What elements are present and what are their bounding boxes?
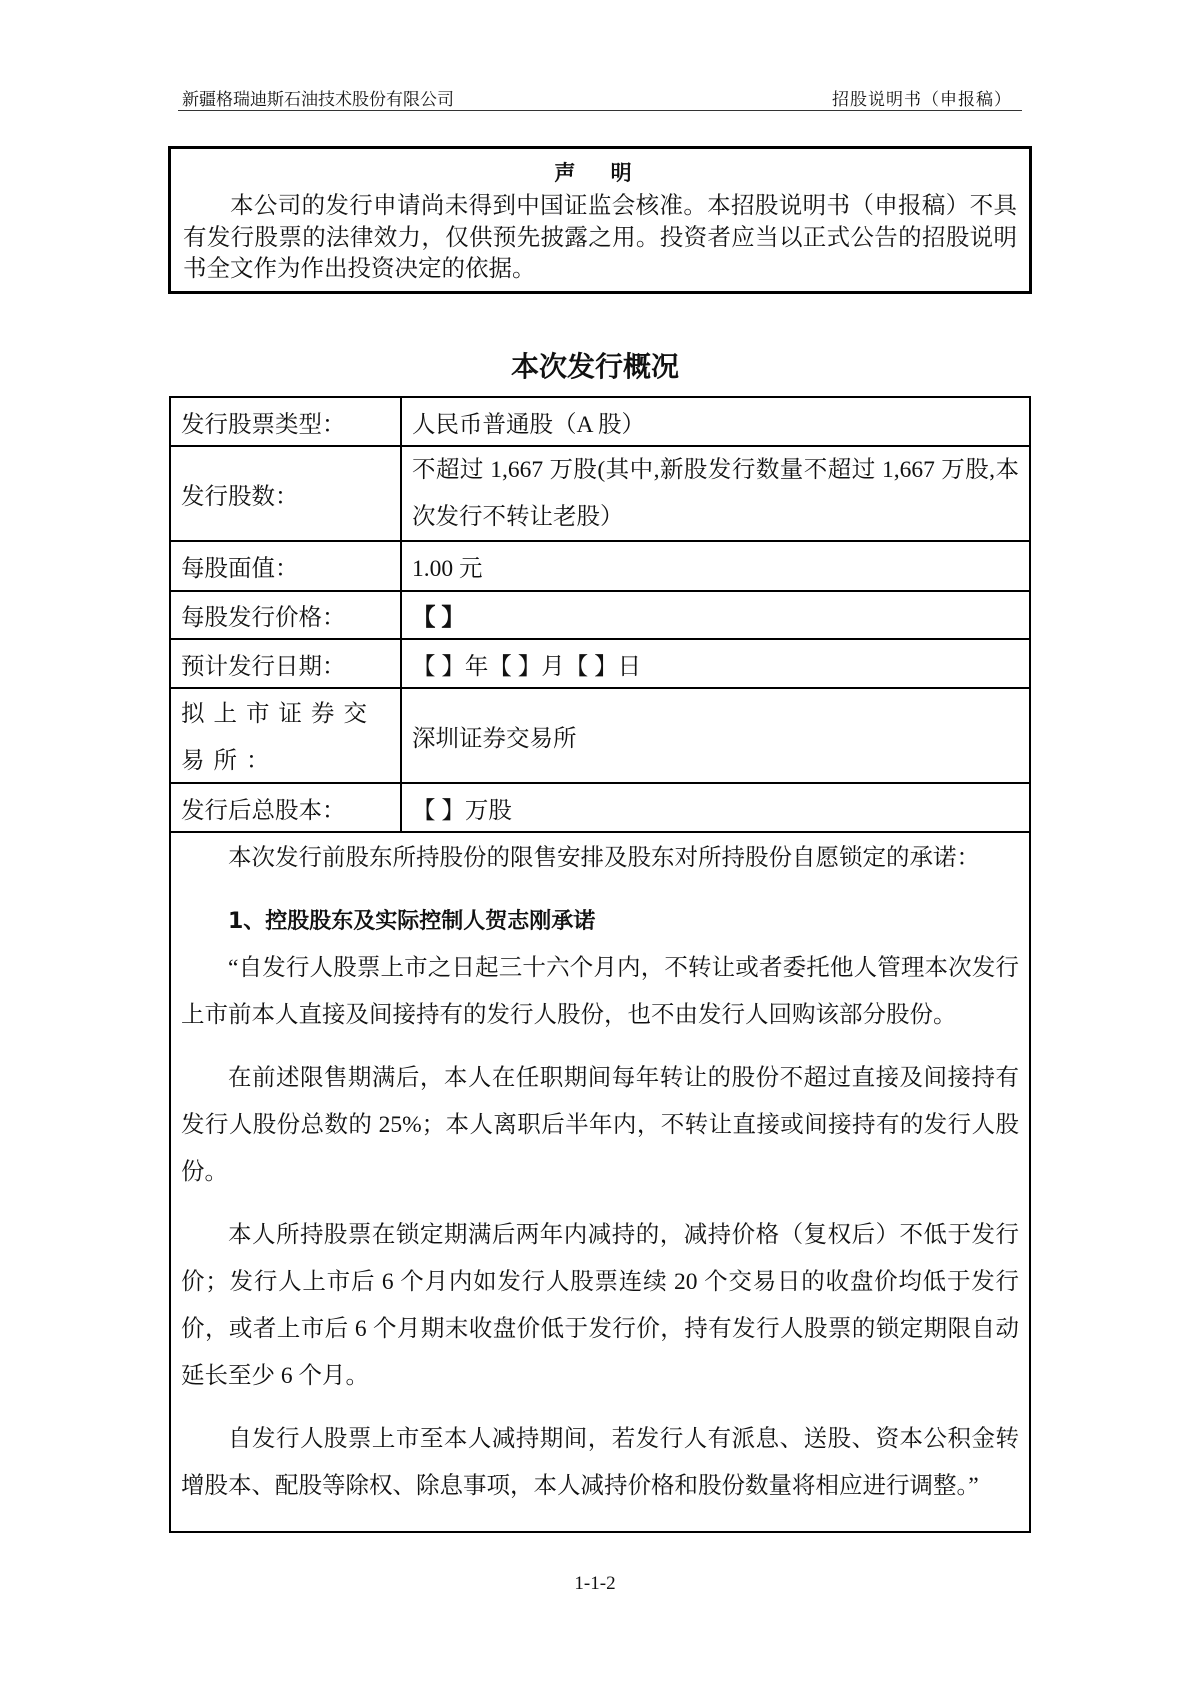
row-value: 不超过 1,667 万股(其中,新股发行数量不超过 1,667 万股,本次发行不转让老股） <box>412 456 1019 530</box>
lockup-paragraph: 在前述限售期满后，本人在任职期间每年转让的股份不超过直接及间接持有发行人股份总数的 25%；本人离职后半年内，不转让直接或间接持有的发行人股份。 <box>181 1065 1019 1185</box>
lockup-paragraph: 本人所持股票在锁定期满后两年内减持的，减持价格（复权后）不低于发行价；发行人上市后 6 个月内如发行人股票连续 20 个交易日的收盘价均低于发行价，或者上市后 6 个月期末收盘价低于发行价，持有发行人股票的锁定期限自动延长至少 6 个月。 <box>181 1222 1019 1389</box>
header-divider <box>178 110 1022 111</box>
row-value: 1.00 元 <box>412 556 483 582</box>
row-value: 【 】 <box>412 605 465 631</box>
section-title: 本次发行概况 <box>510 350 679 383</box>
row-value: 【 】万股 <box>412 797 512 824</box>
declaration-box <box>168 146 1032 294</box>
row-label: 发行股票类型： <box>171 398 402 445</box>
lockup-commitment-cell <box>171 833 1029 1531</box>
header-doc-type: 招股说明书（申报稿） <box>832 90 1012 109</box>
lockup-intro: 本次发行前股东所持股份的限售安排及股东对所持股份自愿锁定的承诺： <box>228 845 980 871</box>
table-row <box>171 784 1029 833</box>
table-row <box>171 592 1029 640</box>
declaration-title: 声 明 <box>554 161 646 185</box>
row-label: 拟上市证券交易所： <box>181 701 376 774</box>
lockup-paragraph: 自发行人股票上市至本人减持期间，若发行人有派息、送股、资本公积金转增股本、配股等除权、除息事项，本人减持价格和股份数量将相应进行调整。” <box>181 1426 1019 1499</box>
table-row <box>171 689 1029 784</box>
table-row <box>171 640 1029 689</box>
row-label: 发行股数： <box>171 447 402 540</box>
table-row <box>171 542 1029 592</box>
lockup-heading: 1、控股股东及实际控制人贺志刚承诺 <box>228 909 596 934</box>
offering-table <box>169 396 1031 1533</box>
row-label: 每股面值： <box>171 542 402 590</box>
row-label: 发行后总股本： <box>171 784 402 831</box>
row-value: 【 】年【 】月【 】日 <box>412 653 642 680</box>
lockup-paragraph: “自发行人股票上市之日起三十六个月内，不转让或者委托他人管理本次发行上市前本人直接及间接持有的发行人股份，也不由发行人回购该部分股份。 <box>181 955 1019 1028</box>
row-label: 预计发行日期： <box>171 640 402 687</box>
page-number: 1-1-2 <box>574 1573 616 1594</box>
header-company: 新疆格瑞迪斯石油技术股份有限公司 <box>182 90 454 109</box>
row-label: 每股发行价格： <box>171 592 402 638</box>
declaration-body: 本公司的发行申请尚未得到中国证监会核准。本招股说明书（申报稿）不具有发行股票的法律效力，仅供预先披露之用。投资者应当以正式公告的招股说明书全文作为作出投资决定的依据。 <box>183 193 1017 282</box>
table-row <box>171 398 1029 447</box>
table-row <box>171 447 1029 542</box>
row-value: 深圳证券交易所 <box>412 725 577 752</box>
row-value: 人民币普通股（A 股） <box>412 411 646 438</box>
